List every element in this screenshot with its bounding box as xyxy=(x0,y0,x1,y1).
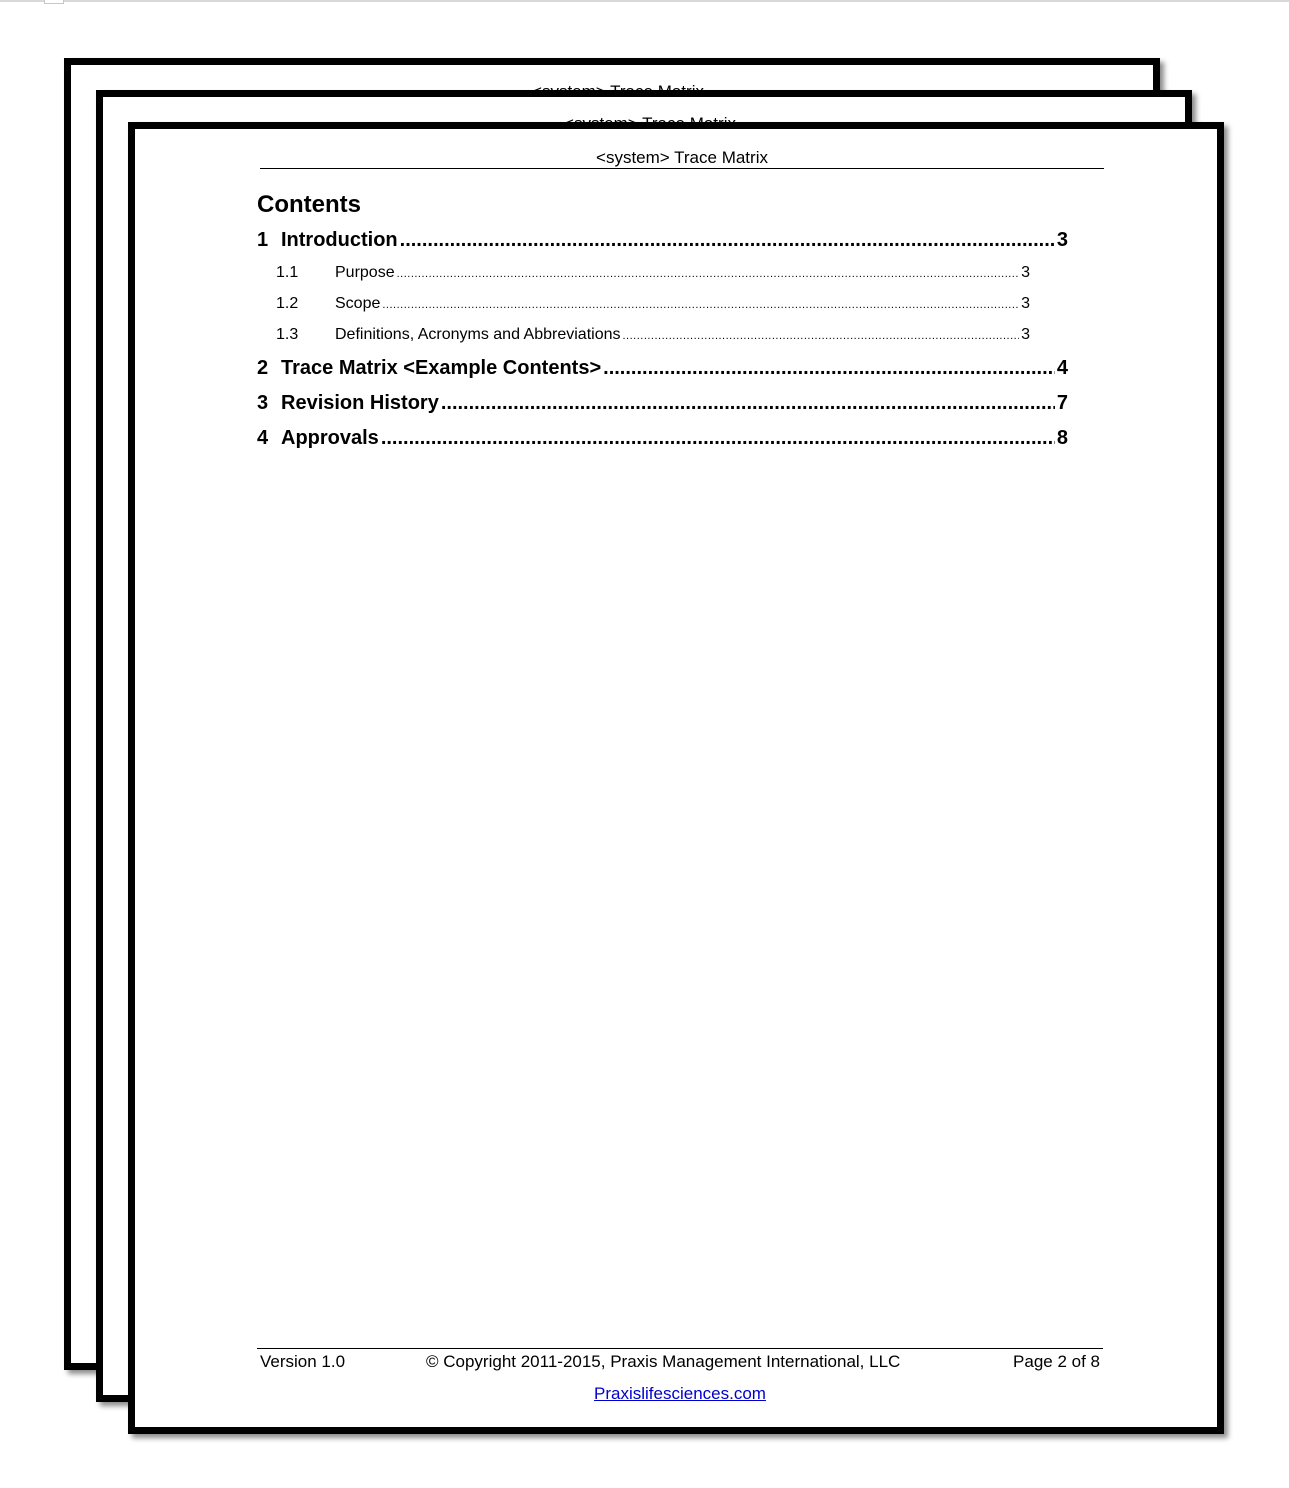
toc-title: Contents xyxy=(257,191,361,218)
toc-dot-leader xyxy=(603,357,1055,380)
toc-entry-label: Approvals xyxy=(281,427,379,449)
toc-entry-label: Definitions, Acronyms and Abbreviations xyxy=(335,326,621,343)
page-footer xyxy=(257,1348,1103,1404)
toc-entry-page: 8 xyxy=(1056,427,1068,449)
toc-dot-leader xyxy=(400,229,1055,252)
toc-entry-scope[interactable] xyxy=(276,295,1030,326)
toc-entry-page: 3 xyxy=(1021,326,1030,343)
toc-dot-leader xyxy=(382,295,1019,313)
toc-entry-page: 7 xyxy=(1056,392,1068,414)
toc-entry-number: 2 xyxy=(257,357,269,379)
toc-entry-page: 3 xyxy=(1021,264,1030,281)
page-header: <system> Trace Matrix xyxy=(260,148,1104,169)
toc-entry-number: 1 xyxy=(257,229,269,251)
toc-entry-label: Purpose xyxy=(335,264,395,281)
toc-entry-revision-history[interactable] xyxy=(257,392,1068,427)
footer-copyright: © Copyright 2011-2015, Praxis Management International, LLC xyxy=(426,1352,901,1371)
top-rule xyxy=(0,0,1289,2)
toc-entry-introduction[interactable] xyxy=(257,229,1068,264)
toc-entry-number: 3 xyxy=(257,392,269,414)
toc-entry-number: 1.2 xyxy=(276,295,299,312)
toc-entry-label: Scope xyxy=(335,295,381,312)
footer-page-number: Page 2 of 8 xyxy=(1013,1352,1100,1371)
footer-row xyxy=(257,1352,1103,1376)
footer-website-link[interactable]: Praxislifesciences.com xyxy=(594,1384,766,1403)
toc-entry-label: Trace Matrix <Example Contents> xyxy=(281,357,602,379)
corner-box xyxy=(44,0,64,4)
toc-entry-number: 1.1 xyxy=(276,264,299,281)
toc-dot-leader xyxy=(441,392,1055,415)
toc-entry-trace-matrix[interactable] xyxy=(257,357,1068,392)
footer-version: Version 1.0 xyxy=(260,1352,346,1371)
toc-dot-leader xyxy=(397,264,1020,282)
toc-entry-page: 4 xyxy=(1056,357,1068,379)
toc-dot-leader xyxy=(622,326,1019,344)
table-of-contents xyxy=(257,185,1068,462)
toc-entry-purpose[interactable] xyxy=(276,264,1030,295)
toc-entry-definitions[interactable] xyxy=(276,326,1030,357)
toc-entry-page: 3 xyxy=(1021,295,1030,312)
toc-dot-leader xyxy=(381,427,1055,450)
front-page xyxy=(128,122,1224,1434)
toc-entry-page: 3 xyxy=(1056,229,1068,251)
toc-entry-approvals[interactable] xyxy=(257,427,1068,462)
toc-entry-label: Revision History xyxy=(281,392,439,414)
toc-entry-number: 4 xyxy=(257,427,269,449)
toc-entry-label: Introduction xyxy=(281,229,398,251)
toc-entry-number: 1.3 xyxy=(276,326,299,343)
